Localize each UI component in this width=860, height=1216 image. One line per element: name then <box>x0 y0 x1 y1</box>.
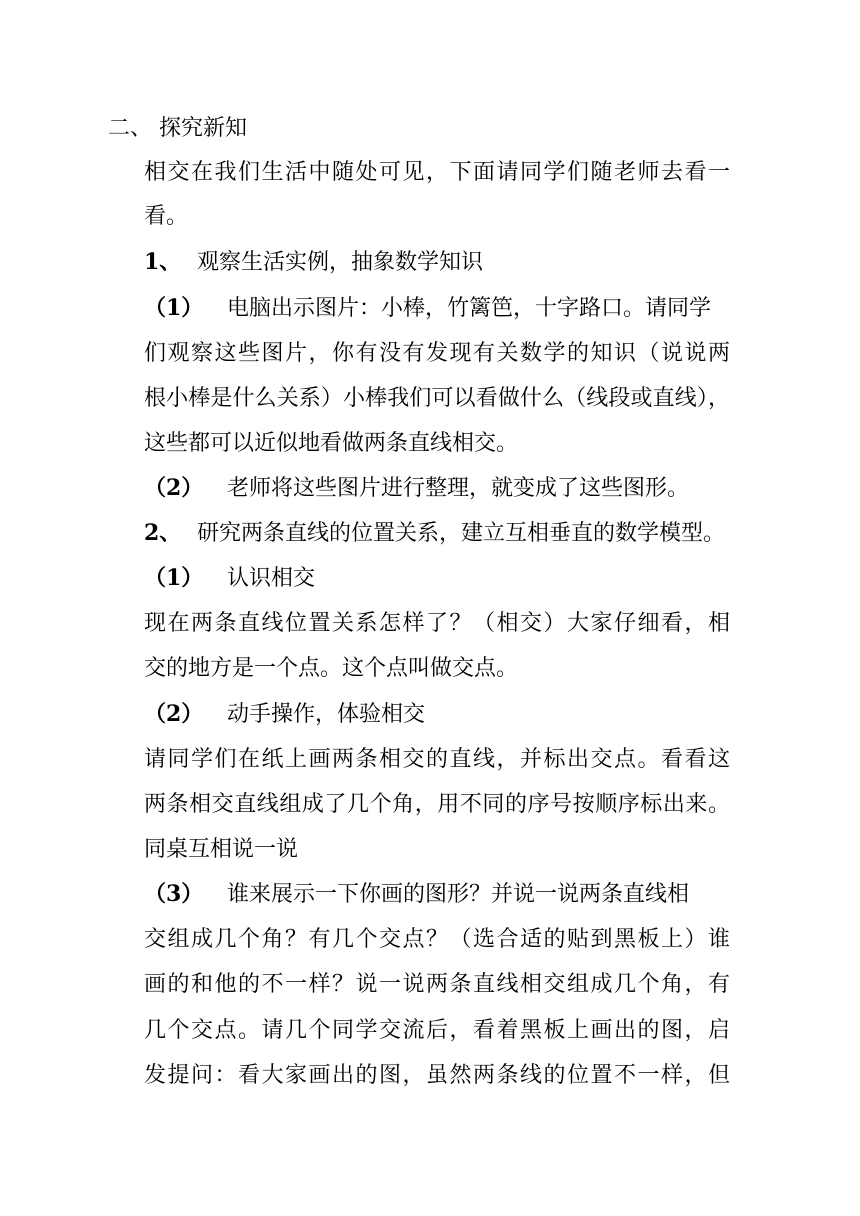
part1-number: 1、 <box>144 249 182 275</box>
part2-sub3-text-1: 谁来展示一下你画的图形？并说一说两条直线相 <box>227 882 690 907</box>
part2-sub1-number: （1） <box>144 565 204 591</box>
part2-sub2-line-2: 两条相交直线组成了几个角，用不同的序号按顺序标出来。 <box>144 792 730 817</box>
part2-sub2-line-1: 请同学们在纸上画两条相交的直线，并标出交点。看看这 <box>144 747 730 772</box>
part1-sub2-text-1: 老师将这些图片进行整理，就变成了这些图形。 <box>227 476 690 501</box>
part2-sub1-line-2: 交的地方是一个点。这个点叫做交点。 <box>144 656 519 681</box>
intro-line-2: 看。 <box>144 204 189 229</box>
section-heading <box>108 106 247 151</box>
part2-heading <box>144 511 725 556</box>
part2-sub1-title: 认识相交 <box>227 566 316 591</box>
part1-sub1-number: （1） <box>144 295 204 321</box>
part1-sub1-line-1 <box>144 286 711 331</box>
section-heading-number: 二、 <box>108 116 153 141</box>
part1-sub1-text-1: 电脑出示图片：小棒，竹篱笆，十字路口。请同学 <box>227 296 712 321</box>
part2-sub3-line-2: 交组成几个角？有几个交点？（选合适的贴到黑板上）谁 <box>144 927 730 952</box>
intro-line-1: 相交在我们生活中随处可见，下面请同学们随老师去看一 <box>144 160 730 185</box>
part1-sub1-line-4: 这些都可以近似地看做两条直线相交。 <box>144 431 519 456</box>
part2-title: 研究两条直线的位置关系，建立互相垂直的数学模型。 <box>197 521 726 546</box>
part2-sub2-title: 动手操作，体验相交 <box>227 702 426 727</box>
part1-title: 观察生活实例，抽象数学知识 <box>197 250 484 275</box>
part1-sub1-line-2: 们观察这些图片，你有没有发现有关数学的知识（说说两 <box>144 341 730 366</box>
part1-sub1-line-3: 根小棒是什么关系）小棒我们可以看做什么（线段或直线）， <box>144 386 730 411</box>
part2-sub1-heading <box>144 556 315 601</box>
part2-number: 2、 <box>144 520 182 546</box>
section-heading-text: 探究新知 <box>159 116 248 141</box>
part2-sub2-number: （2） <box>144 701 204 727</box>
part2-sub2-heading <box>144 692 425 737</box>
part2-sub3-line-3: 画的和他的不一样？说一说两条直线相交组成几个角，有 <box>144 972 730 997</box>
part1-sub2-number: （2） <box>144 475 204 501</box>
part2-sub3-line-4: 几个交点。请几个同学交流后，看着黑板上画出的图，启 <box>144 1018 730 1043</box>
part2-sub3-line-1 <box>144 872 689 917</box>
part2-sub2-line-3: 同桌互相说一说 <box>144 837 299 862</box>
part1-sub2-line-1 <box>144 466 689 511</box>
part1-heading <box>144 240 483 285</box>
part2-sub1-line-1: 现在两条直线位置关系怎样了？（相交）大家仔细看，相 <box>144 611 730 636</box>
part2-sub3-number: （3） <box>144 881 204 907</box>
part2-sub3-line-5: 发提问：看大家画出的图，虽然两条线的位置不一样，但 <box>144 1063 730 1088</box>
